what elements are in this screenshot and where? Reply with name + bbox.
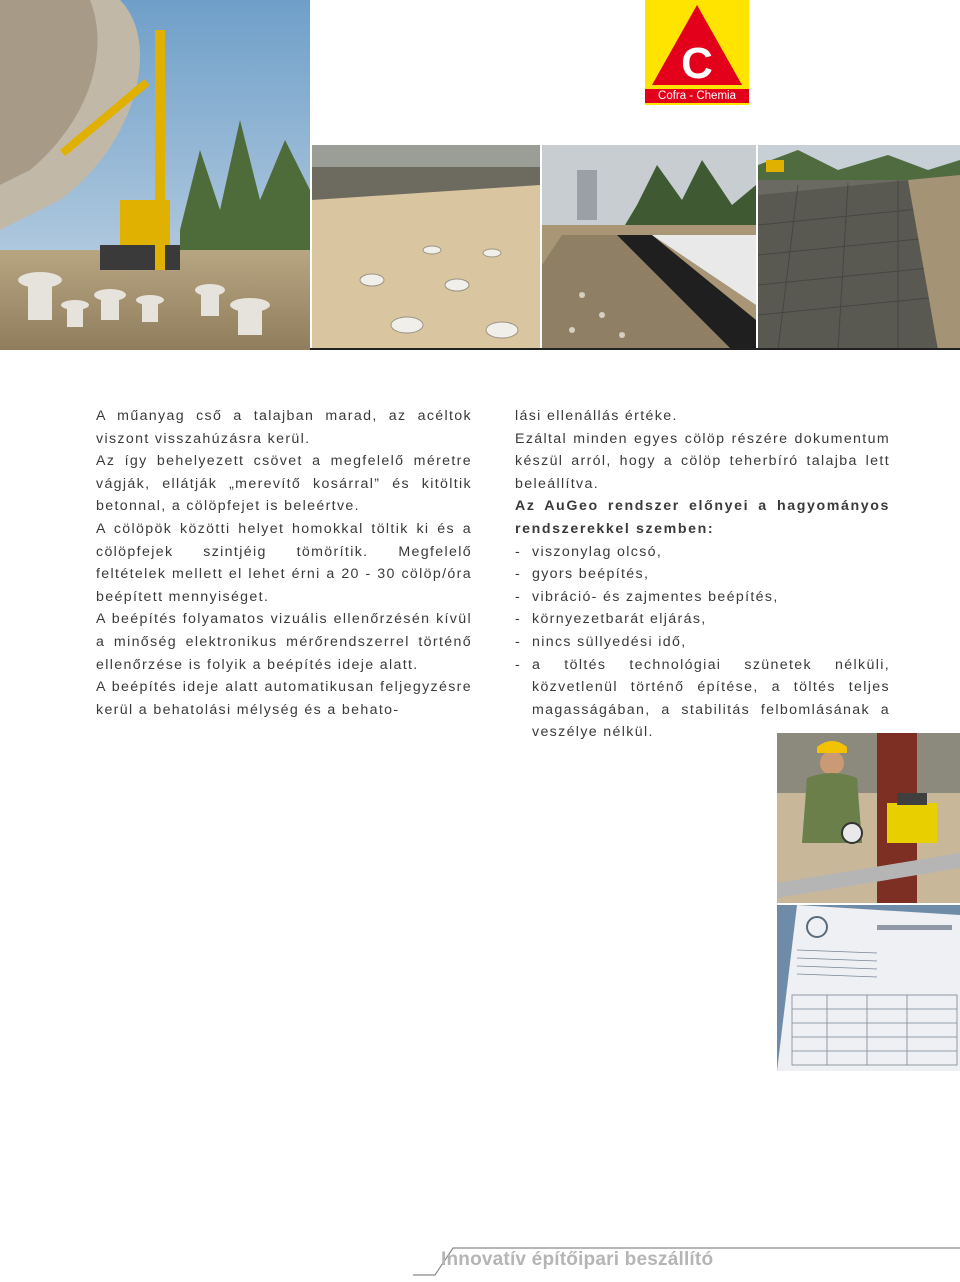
logo-letter: C (681, 39, 713, 88)
advantages-heading: Az AuGeo rendszer előnyei a hagyományos rendszerekkel szemben: (515, 498, 890, 537)
paragraph: A beépítés ideje alatt automatikusan feljegyzésre kerül a behatolási mélység és a behato- (96, 679, 472, 718)
photo-pile-caps-in-sand (312, 145, 540, 350)
list-item (515, 563, 890, 586)
text-column-left (96, 405, 472, 721)
list-item (515, 631, 890, 654)
list-item-text: környezetbarát eljárás, (532, 611, 707, 628)
list-item (515, 541, 890, 564)
bullet-dash: - (515, 633, 522, 650)
list-item-text: nincs süllyedési idő, (532, 633, 687, 650)
paragraph: Az így behelyezett csövet a megfelelő méretre vágják, ellátják „merevítő kosárral” és kitöltik betonnal, a cölöpfejet is beleértve. (96, 453, 472, 515)
cofra-chemia-logo (645, 0, 749, 105)
paragraph: Ezáltal minden egyes cölöp részére dokumentum készül arról, hogy a cölöp teherbíró talajba lett beleállítva. (515, 430, 890, 492)
bullet-dash: - (515, 588, 522, 605)
photo-worker-load-test (777, 733, 960, 903)
list-item (515, 586, 890, 609)
photo-geogrid-on-embankment (758, 145, 960, 350)
footer-tagline-bar (413, 1244, 960, 1276)
logo-caption: Cofra - Chemia (645, 89, 749, 103)
bullet-dash: - (515, 611, 522, 628)
photo-strip-divider (310, 348, 960, 350)
photo-construction-site-pipes (542, 145, 756, 350)
list-item-text: gyors beépítés, (532, 566, 650, 583)
paragraph: A műanyag cső a talajban marad, az acéltok viszont visszahúzásra kerül. (96, 408, 472, 447)
photo-pile-heads-excavator (0, 0, 310, 350)
paragraph: A cölöpök közötti helyet homokkal töltik ki és a cölöpfejek szintjéig tömörítik. Megfelelő feltételek mellett el lehet érni a 20 - 30 cölöp/óra beépített mennyiséget. (96, 520, 472, 605)
bullet-dash: - (515, 656, 522, 673)
bullet-dash: - (515, 566, 522, 583)
text-column-right (515, 405, 890, 744)
list-item (515, 654, 890, 744)
paragraph: lási ellenállás értéke. (515, 408, 678, 424)
photo-installation-record-sheet (777, 905, 960, 1071)
list-item (515, 608, 890, 631)
bullet-dash: - (515, 543, 522, 560)
list-item-text: viszonylag olcsó, (532, 543, 663, 560)
advantages-list (515, 541, 890, 744)
footer-tagline: Innovatív építőipari beszállító (441, 1249, 714, 1270)
list-item-text: vibráció- és zajmentes beépítés, (532, 588, 779, 605)
list-item-text: a töltés technológiai szünetek nélküli, közvetlenül történő építése, a töltés teljes magasságában, a stabilitás felbomlásának a veszélye nélkül. (532, 656, 890, 741)
paragraph: A beépítés folyamatos vizuális ellenőrzésén kívül a minőség elektronikus mérőrendszerrel történő ellenőrzése is folyik a beépítés ideje alatt. (96, 611, 472, 673)
